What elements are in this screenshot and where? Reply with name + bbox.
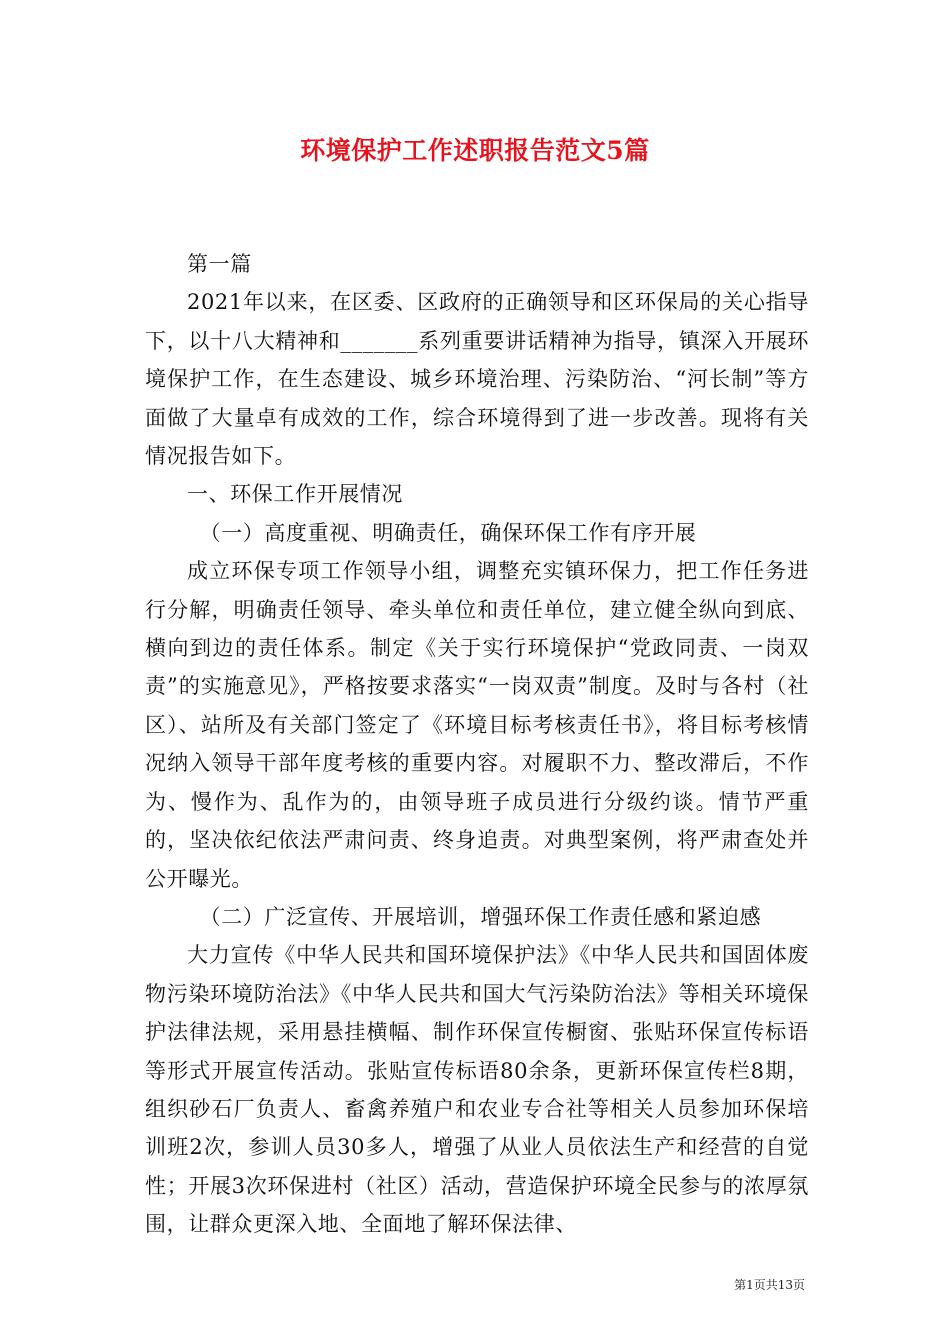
document-title: 环境保护工作述职报告范文5篇 bbox=[300, 136, 650, 165]
section-label: 第一篇 bbox=[187, 252, 252, 276]
subsection-heading: （一）高度重视、明确责任，确保环保工作有序开展 bbox=[199, 520, 697, 545]
page-number-footer: 第1页共13页 bbox=[734, 1278, 805, 1292]
body-paragraph: 2021年以来，在区委、区政府的正确领导和区环保局的关心指导下，以十八大精神和_______系列重要讲话精神为指导，镇深入开展环境保护工作，在生态建设、城乡环境治理、污染防治、“河长制”等方面做了大量卓有成效的工作，综合环境得到了进一步改善。现将有关情况报告如下。 bbox=[145, 290, 809, 469]
body-paragraph: 大力宣传《中华人民共和国环境保护法》《中华人民共和国固体废物污染环境防治法》《中华人民共和国大气污染防治法》等相关环境保护法律法规，采用悬挂横幅、制作环保宣传橱窗、张贴环保宣传标语等形式开展宣传活动。张贴宣传标语80余条，更新环保宣传栏8期，组织砂石厂负责人、畜禽养殖户和农业专合社等相关人员参加环保培训班2次，参训人员30多人，增强了从业人员依法生产和经营的自觉性；开展3次环保进村（社区）活动，营造保护环境全民参与的浓厚氛围，让群众更深入地、全面地了解环保法律、 bbox=[145, 943, 809, 1237]
document-body bbox=[145, 245, 809, 1244]
subsection-heading: （二）广泛宣传、开展培训，增强环保工作责任感和紧迫感 bbox=[199, 904, 762, 929]
section-heading: 一、环保工作开展情况 bbox=[187, 482, 403, 507]
body-paragraph: 成立环保专项工作领导小组，调整充实镇环保力，把工作任务进行分解，明确责任领导、牵头单位和责任单位，建立健全纵向到底、横向到边的责任体系。制定《关于实行环境保护“党政同责、一岗双责”的实施意见》，严格按要求落实“一岗双责”制度。及时与各村（社区）、站所及有关部门签定了《环境目标考核责任书》，将目标考核情况纳入领导干部年度考核的重要内容。对履职不力、整改滞后，不作为、慢作为、乱作为的，由领导班子成员进行分级约谈。情节严重的，坚决依纪依法严肃问责、终身追责。对典型案例，将严肃查处并公开曝光。 bbox=[145, 559, 809, 891]
